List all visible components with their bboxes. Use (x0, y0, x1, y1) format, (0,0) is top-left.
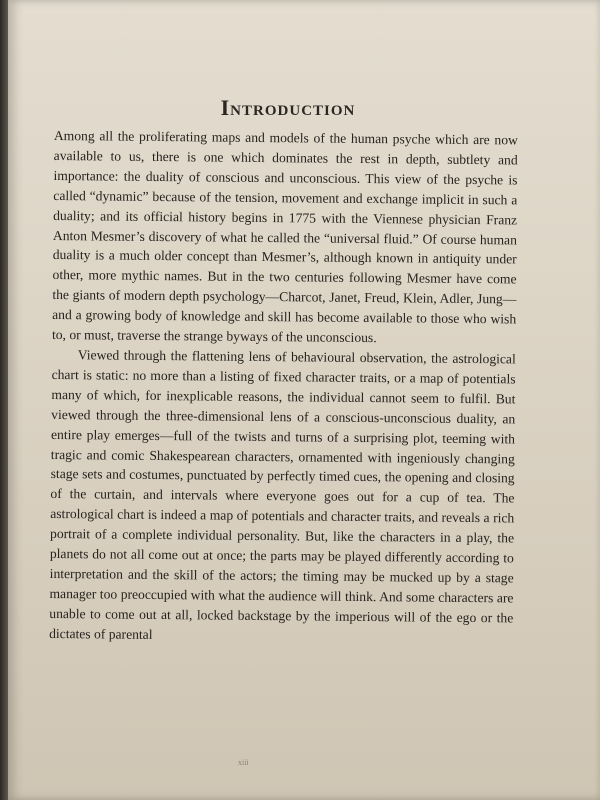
paragraph-1: Among all the proliferating maps and models of the human psyche which are now available to us, there is one which dominates the rest in depth, subtlety and importance: the duality of conscious and unconscious. This view of the psyche is called “dynamic” because of the tension, movement and exchange implicit in such a duality; and its official history begins in 1775 with the Viennese physician Franz Anton Mesmer’s discovery of what he called the “universal fluid.” Of course human duality is a much older concept than Mesmer’s, although known in antiquity under other, more mythic names. But in the two centuries following Mesmer have come the giants of modern depth psychology—Charcot, Janet, Freud, Klein, Adler, Jung—and a growing body of knowledge and skill has become available to those who wish to, or must, traverse the strange byways of the unconscious. (51, 127, 518, 346)
chapter-title: Introduction (220, 94, 356, 120)
book-page (8, 0, 600, 800)
paragraph-2: Viewed through the flattening lens of behavioural observation, the astrological chart is static: no more than a listing of fixed character traits, or a map of potentials many of which, for inexplicable reasons, the individual cannot seem to fulfil. But viewed through the three-dimensional lens of a conscious-unconscious duality, an entire play emerges—full of the twists and turns of a surprising plot, teeming with tragic and comic Shakespearean characters, ornamented with ingeniously changing stage sets and costumes, punctuated by perfectly timed cues, the opening and closing of the curtain, and intervals where everyone goes out for a cup of tea. The astrological chart is indeed a map of potentials and character traits, and reveals a rich portrait of a complete individual personality. But, like the characters in a play, the planets do not all come out at once; the parts may be played differently according to interpretation and the skill of the actors; the timing may be mucked up by a stage manager too preoccupied with what the audience will think. And some characters are unable to come out at all, locked backstage by the imperious will of the ego or the dictates of parental (49, 347, 516, 642)
page-number: xiii (238, 758, 249, 767)
body-text (49, 126, 518, 648)
